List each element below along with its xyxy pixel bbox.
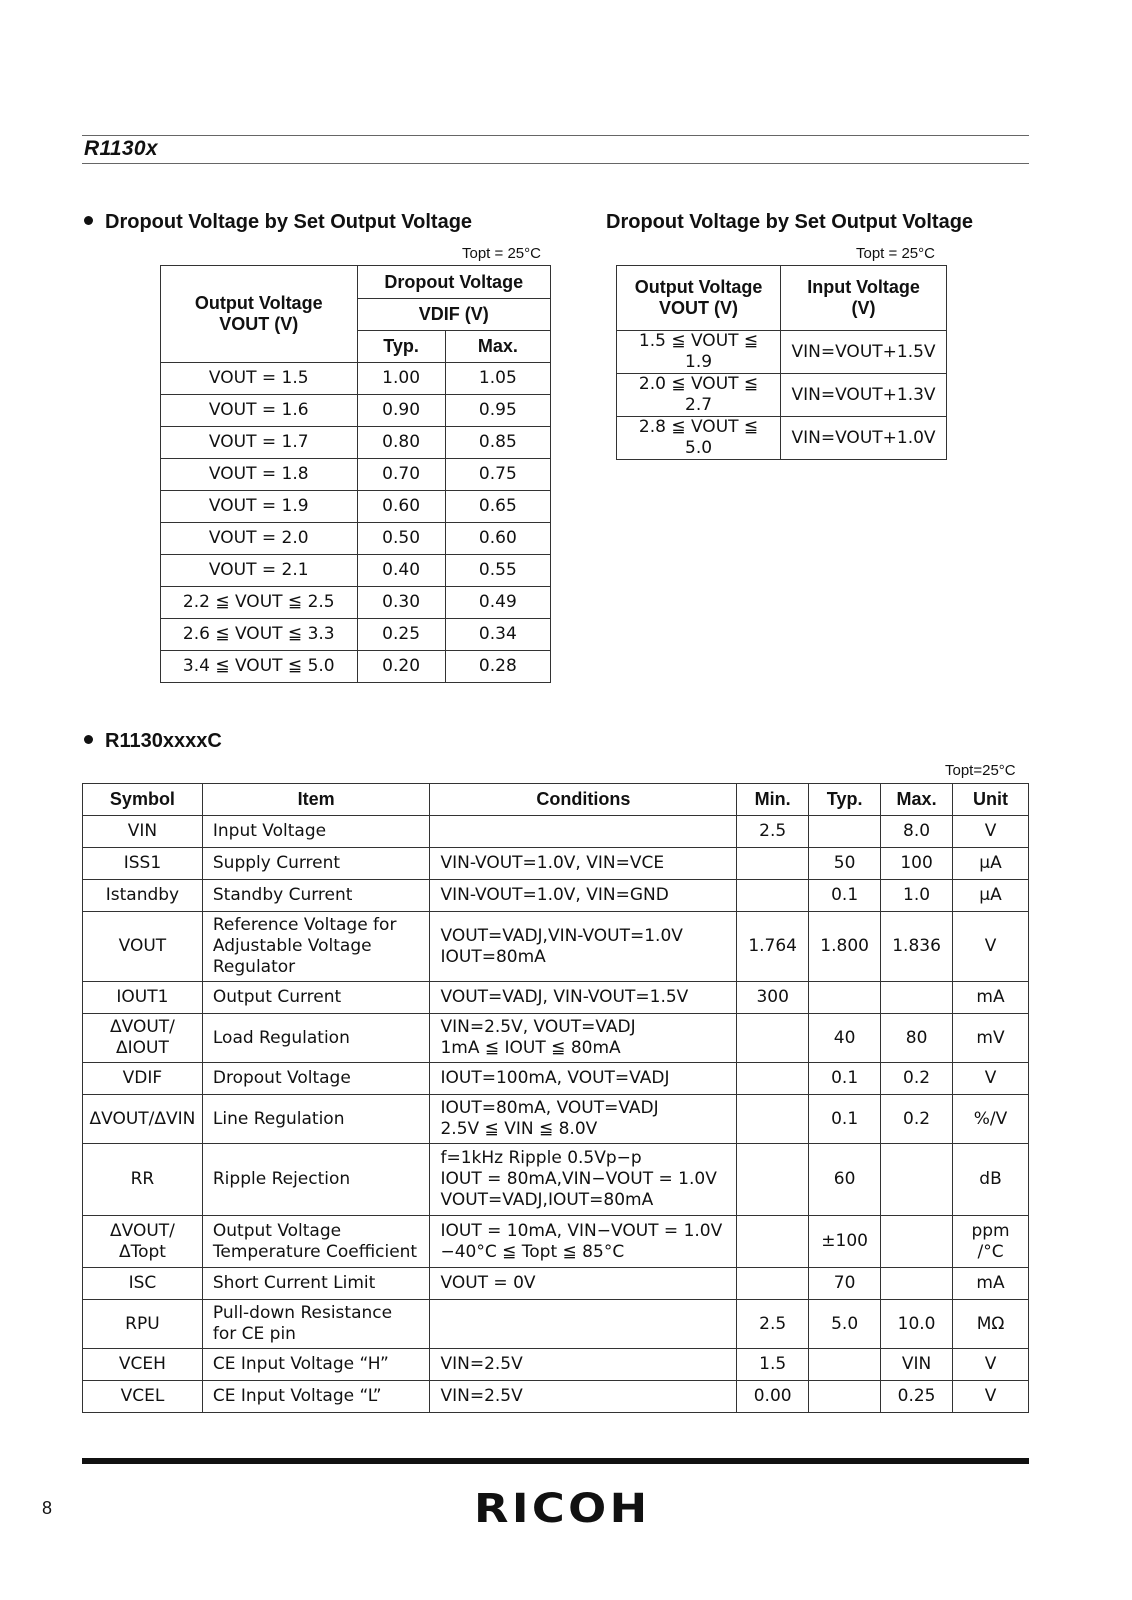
table-row	[161, 587, 551, 619]
unit-cell: V	[953, 816, 1029, 848]
symbol-cell: VIN	[83, 816, 203, 848]
footer-rule	[82, 1458, 1029, 1464]
item-cell: Input Voltage	[202, 816, 430, 848]
conditions-cell: IOUT=100mA, VOUT=VADJ	[430, 1063, 737, 1095]
typ-cell: 0.1	[809, 880, 881, 912]
conditions-cell: VOUT=VADJ, VIN-VOUT=1.5V	[430, 982, 737, 1014]
symbol-cell: VCEL	[83, 1381, 203, 1413]
symbol-cell: ISS1	[83, 848, 203, 880]
item-cell: Reference Voltage for Adjustable Voltage Regulator	[202, 912, 430, 982]
symbol-cell: ΔVOUT/ΔIOUT	[83, 1014, 203, 1063]
unit-cell: MΩ	[953, 1300, 1029, 1349]
unit-cell: mA	[953, 982, 1029, 1014]
item-cell: Output Current	[202, 982, 430, 1014]
header-max: Max.	[445, 331, 550, 363]
bullet-icon	[84, 216, 93, 225]
typ-cell: ±100	[809, 1216, 881, 1268]
table-row	[83, 1349, 1029, 1381]
item-cell: Output Voltage Temperature Coefficient	[202, 1216, 430, 1268]
typ-value: 0.20	[357, 651, 445, 683]
item-cell: Supply Current	[202, 848, 430, 880]
symbol-cell: VDIF	[83, 1063, 203, 1095]
max-value: 0.28	[445, 651, 550, 683]
min-cell	[737, 1095, 809, 1144]
condition-label: Topt = 25°C	[462, 245, 541, 262]
min-cell	[737, 1063, 809, 1095]
page-number: 8	[42, 1498, 53, 1518]
table-row	[83, 1144, 1029, 1216]
item-cell: Load Regulation	[202, 1014, 430, 1063]
typ-cell: 50	[809, 848, 881, 880]
item-cell: Pull-down Resistance for CE pin	[202, 1300, 430, 1349]
typ-cell: 5.0	[809, 1300, 881, 1349]
header-conditions: Conditions	[430, 784, 737, 816]
typ-cell: 60	[809, 1144, 881, 1216]
typ-value: 0.50	[357, 523, 445, 555]
header-input-voltage: Input Voltage (V)	[781, 266, 947, 331]
item-cell: Standby Current	[202, 880, 430, 912]
condition-label-right: Topt = 25°C	[856, 245, 935, 262]
max-value: 0.55	[445, 555, 550, 587]
typ-value: 0.60	[357, 491, 445, 523]
min-cell: 1.764	[737, 912, 809, 982]
typ-cell	[809, 1349, 881, 1381]
table-row	[617, 331, 947, 374]
section-title-text: R1130xxxxC	[105, 730, 222, 752]
unit-cell: V	[953, 1349, 1029, 1381]
max-value: 0.95	[445, 395, 550, 427]
max-cell	[881, 1144, 953, 1216]
symbol-cell: RPU	[83, 1300, 203, 1349]
header-item: Item	[202, 784, 430, 816]
conditions-cell: f=1kHz Ripple 0.5Vp−p IOUT = 80mA,VIN−VOUT = 1.0V VOUT=VADJ,IOUT=80mA	[430, 1144, 737, 1216]
max-value: 0.75	[445, 459, 550, 491]
unit-cell: mV	[953, 1014, 1029, 1063]
section-title-text: Dropout Voltage by Set Output Voltage	[105, 211, 473, 233]
max-value: 0.49	[445, 587, 550, 619]
table-row	[161, 523, 551, 555]
input-voltage-table	[616, 265, 947, 460]
table-row	[617, 374, 947, 417]
vout-range: VOUT = 2.1	[161, 555, 358, 587]
max-cell	[881, 1268, 953, 1300]
vout-range: VOUT = 1.8	[161, 459, 358, 491]
item-cell: CE Input Voltage “L”	[202, 1381, 430, 1413]
table-row	[83, 880, 1029, 912]
typ-cell	[809, 816, 881, 848]
unit-cell: ppm /°C	[953, 1216, 1029, 1268]
vout-range: 3.4 ≦ VOUT ≦ 5.0	[161, 651, 358, 683]
vout-range: 1.5 ≦ VOUT ≦ 1.9	[617, 331, 781, 374]
section-title-input: Dropout Voltage by Set Output Voltage	[606, 211, 974, 233]
vout-range: VOUT = 1.5	[161, 363, 358, 395]
table-row	[83, 1063, 1029, 1095]
typ-value: 0.70	[357, 459, 445, 491]
conditions-cell: IOUT=80mA, VOUT=VADJ 2.5V ≦ VIN ≦ 8.0V	[430, 1095, 737, 1144]
max-cell: 80	[881, 1014, 953, 1063]
vout-range: VOUT = 1.9	[161, 491, 358, 523]
header-max: Max.	[881, 784, 953, 816]
table-row	[161, 491, 551, 523]
section-title-spec	[84, 730, 222, 753]
unit-cell: V	[953, 1063, 1029, 1095]
min-cell	[737, 1216, 809, 1268]
header-vdif: VDIF (V)	[357, 299, 551, 331]
max-value: 1.05	[445, 363, 550, 395]
conditions-cell: VIN-VOUT=1.0V, VIN=VCE	[430, 848, 737, 880]
table-row	[83, 1300, 1029, 1349]
item-cell: Dropout Voltage	[202, 1063, 430, 1095]
conditions-cell: VIN-VOUT=1.0V, VIN=GND	[430, 880, 737, 912]
symbol-cell: Istandby	[83, 880, 203, 912]
table-row	[161, 427, 551, 459]
conditions-cell: VOUT=VADJ,VIN-VOUT=1.0V IOUT=80mA	[430, 912, 737, 982]
vout-range: VOUT = 1.7	[161, 427, 358, 459]
max-value: 0.60	[445, 523, 550, 555]
spec-table	[82, 783, 1029, 1413]
max-cell: 8.0	[881, 816, 953, 848]
vout-range: 2.6 ≦ VOUT ≦ 3.3	[161, 619, 358, 651]
symbol-cell: ΔVOUT/ΔVIN	[83, 1095, 203, 1144]
max-cell: 0.2	[881, 1095, 953, 1144]
typ-cell: 70	[809, 1268, 881, 1300]
max-cell: 0.2	[881, 1063, 953, 1095]
max-value: 0.85	[445, 427, 550, 459]
header-unit: Unit	[953, 784, 1029, 816]
ricoh-logo: RICOH	[474, 1486, 651, 1532]
header-output-voltage: Output Voltage VOUT (V)	[161, 266, 358, 363]
symbol-cell: IOUT1	[83, 982, 203, 1014]
typ-cell: 0.1	[809, 1063, 881, 1095]
min-cell	[737, 848, 809, 880]
typ-value: 0.80	[357, 427, 445, 459]
header-typ: Typ.	[809, 784, 881, 816]
unit-cell: V	[953, 912, 1029, 982]
unit-cell: μA	[953, 880, 1029, 912]
header-symbol: Symbol	[83, 784, 203, 816]
max-cell: VIN	[881, 1349, 953, 1381]
typ-value: 1.00	[357, 363, 445, 395]
symbol-cell: RR	[83, 1144, 203, 1216]
min-cell: 1.5	[737, 1349, 809, 1381]
table-row	[83, 912, 1029, 982]
item-cell: Ripple Rejection	[202, 1144, 430, 1216]
table-row	[83, 816, 1029, 848]
table-row	[161, 395, 551, 427]
table-row	[83, 1216, 1029, 1268]
header-typ: Typ.	[357, 331, 445, 363]
header-rule-bottom	[82, 163, 1029, 164]
symbol-cell: VOUT	[83, 912, 203, 982]
table-row	[83, 982, 1029, 1014]
symbol-cell: VCEH	[83, 1349, 203, 1381]
unit-cell: %/V	[953, 1095, 1029, 1144]
unit-cell: V	[953, 1381, 1029, 1413]
vout-range: VOUT = 2.0	[161, 523, 358, 555]
typ-cell	[809, 1381, 881, 1413]
header-min: Min.	[737, 784, 809, 816]
conditions-cell: VOUT = 0V	[430, 1268, 737, 1300]
vout-range: 2.2 ≦ VOUT ≦ 2.5	[161, 587, 358, 619]
symbol-cell: ΔVOUT/ ΔTopt	[83, 1216, 203, 1268]
min-cell	[737, 1014, 809, 1063]
page-title: R1130x	[84, 137, 158, 160]
typ-cell: 40	[809, 1014, 881, 1063]
vin-value: VIN=VOUT+1.3V	[781, 374, 947, 417]
dropout-table	[160, 265, 551, 683]
conditions-cell	[430, 816, 737, 848]
section-title-dropout	[84, 211, 472, 234]
conditions-cell: IOUT = 10mA, VIN−VOUT = 1.0V −40°C ≦ Topt ≦ 85°C	[430, 1216, 737, 1268]
table-row	[161, 651, 551, 683]
unit-cell: dB	[953, 1144, 1029, 1216]
min-cell: 2.5	[737, 816, 809, 848]
min-cell	[737, 880, 809, 912]
table-row	[83, 848, 1029, 880]
conditions-cell: VIN=2.5V, VOUT=VADJ 1mA ≦ IOUT ≦ 80mA	[430, 1014, 737, 1063]
table-row	[161, 555, 551, 587]
max-cell: 0.25	[881, 1381, 953, 1413]
vout-range: 2.0 ≦ VOUT ≦ 2.7	[617, 374, 781, 417]
typ-value: 0.40	[357, 555, 445, 587]
typ-value: 0.25	[357, 619, 445, 651]
max-cell: 1.836	[881, 912, 953, 982]
typ-value: 0.30	[357, 587, 445, 619]
min-cell	[737, 1144, 809, 1216]
bullet-icon	[84, 735, 93, 744]
max-cell: 10.0	[881, 1300, 953, 1349]
item-cell: Short Current Limit	[202, 1268, 430, 1300]
table-row	[161, 459, 551, 491]
vin-value: VIN=VOUT+1.5V	[781, 331, 947, 374]
max-value: 0.65	[445, 491, 550, 523]
item-cell: CE Input Voltage “H”	[202, 1349, 430, 1381]
max-cell: 1.0	[881, 880, 953, 912]
table-row	[83, 1268, 1029, 1300]
min-cell: 2.5	[737, 1300, 809, 1349]
condition-label-spec: Topt=25°C	[945, 762, 1016, 779]
symbol-cell: ISC	[83, 1268, 203, 1300]
conditions-cell: VIN=2.5V	[430, 1349, 737, 1381]
header-rule-top	[82, 135, 1029, 136]
table-row	[161, 619, 551, 651]
table-row	[83, 1381, 1029, 1413]
typ-cell	[809, 982, 881, 1014]
header-dropout-voltage: Dropout Voltage	[357, 266, 551, 299]
max-value: 0.34	[445, 619, 550, 651]
header-output-voltage-r: Output Voltage VOUT (V)	[617, 266, 781, 331]
min-cell	[737, 1268, 809, 1300]
unit-cell: μA	[953, 848, 1029, 880]
max-cell	[881, 1216, 953, 1268]
typ-value: 0.90	[357, 395, 445, 427]
table-row	[617, 417, 947, 460]
vout-range: VOUT = 1.6	[161, 395, 358, 427]
vin-value: VIN=VOUT+1.0V	[781, 417, 947, 460]
max-cell: 100	[881, 848, 953, 880]
table-row	[161, 363, 551, 395]
min-cell: 300	[737, 982, 809, 1014]
unit-cell: mA	[953, 1268, 1029, 1300]
max-cell	[881, 982, 953, 1014]
table-row	[83, 1095, 1029, 1144]
vout-range: 2.8 ≦ VOUT ≦ 5.0	[617, 417, 781, 460]
typ-cell: 1.800	[809, 912, 881, 982]
min-cell: 0.00	[737, 1381, 809, 1413]
conditions-cell: VIN=2.5V	[430, 1381, 737, 1413]
conditions-cell	[430, 1300, 737, 1349]
table-row	[83, 1014, 1029, 1063]
item-cell: Line Regulation	[202, 1095, 430, 1144]
typ-cell: 0.1	[809, 1095, 881, 1144]
